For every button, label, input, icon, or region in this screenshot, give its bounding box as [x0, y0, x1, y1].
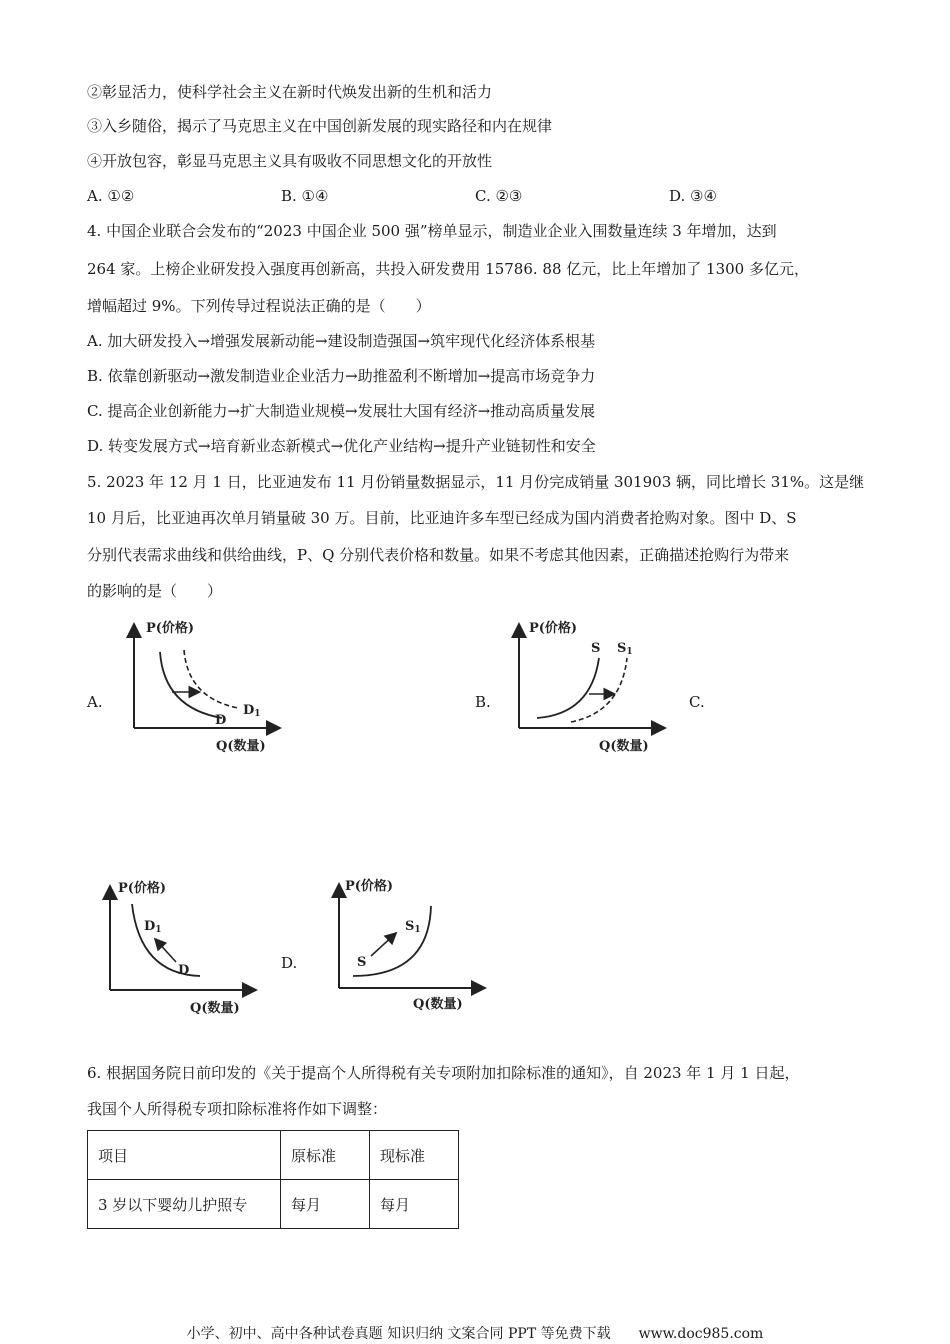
q3-item-2: ②彰显活力，使科学社会主义在新时代焕发出新的生机和活力	[87, 83, 493, 101]
graph-a-d1-label: D1	[243, 703, 261, 719]
q4-option-a: A. 加大研发投入→增强发展新动能→建设制造强国→筑牢现代化经济体系根基	[87, 332, 596, 350]
table-row	[88, 1180, 459, 1229]
graph-d-s-label: S	[357, 955, 367, 970]
graph-d-q-label: Q(数量)	[413, 997, 463, 1012]
q3-option-b: B. ①④	[281, 187, 329, 205]
graph-b-s-label: S	[591, 641, 601, 656]
q6-stem-line-2: 我国个人所得税专项扣除标准将作如下调整：	[87, 1100, 388, 1118]
q4-option-b: B. 依靠创新驱动→激发制造业企业活力→助推盈利不断增加→提高市场竞争力	[87, 367, 596, 385]
graph-c-p-label: P(价格)	[118, 881, 167, 896]
q3-option-a: A. ①②	[87, 187, 135, 205]
q5-stem-line-3: 分别代表需求曲线和供给曲线，P、Q 分别代表价格和数量。如果不考虑其他因素，正确描述抢购行为带来	[87, 546, 790, 564]
q5-stem-line-2: 10 月后，比亚迪再次单月销量破 30 万。目前，比亚迪许多车型已经成为国内消费者抢购对象。图中 D、S	[87, 509, 797, 527]
q5-label-c: C.	[689, 693, 705, 711]
q3-item-4: ④开放包容，彰显马克思主义具有吸收不同思想文化的开放性	[87, 152, 493, 170]
graph-b-supply-curve	[537, 658, 599, 718]
q4-stem-line-1: 4. 中国企业联合会发布的“2023 中国企业 500 强”榜单显示，制造业企业入围数量连续 3 年增加，达到	[87, 222, 777, 240]
table-header-cell: 原标准	[281, 1131, 370, 1180]
graph-b	[505, 616, 675, 758]
q4-stem-line-3: 增幅超过 9%。下列传导过程说法正确的是（ ）	[87, 297, 431, 315]
q5-label-a: A.	[87, 693, 103, 711]
graph-b-shifted-supply-curve	[571, 658, 627, 722]
graph-b-s1-label: S1	[617, 641, 633, 657]
page-footer: 小学、初中、高中各种试卷真题 知识归纳 文案合同 PPT 等免费下载 www.doc985.com	[186, 1326, 764, 1342]
graph-d	[325, 876, 495, 1018]
graph-c	[96, 876, 266, 1018]
table-cell: 每月	[281, 1180, 370, 1229]
graph-a	[120, 616, 290, 758]
graph-c-demand-curve	[132, 904, 200, 976]
graph-d-move-arrow	[371, 934, 395, 956]
q4-stem-line-2: 264 家。上榜企业研发投入强度再创新高，共投入研发费用 15786. 88 亿元，比上年增加了 1300 多亿元，	[87, 260, 809, 278]
graph-c-d1-label: D1	[144, 919, 162, 935]
graph-c-d-label: D	[178, 963, 190, 978]
q3-option-d: D. ③④	[669, 187, 717, 205]
q5-stem-line-1: 5. 2023 年 12 月 1 日，比亚迪发布 11 月份销量数据显示，11 月份完成销量 301903 辆，同比增长 31%。这是继	[87, 473, 865, 491]
table-header-cell: 项目	[88, 1131, 281, 1180]
graph-a-q-label: Q(数量)	[216, 739, 266, 754]
graph-a-shifted-demand-curve	[184, 650, 238, 708]
graph-b-q-label: Q(数量)	[599, 739, 649, 754]
q3-item-3: ③入乡随俗，揭示了马克思主义在中国创新发展的现实路径和内在规律	[87, 117, 553, 135]
graph-a-d-label: D	[215, 713, 227, 728]
q3-option-c: C. ②③	[475, 187, 523, 205]
graph-d-s1-label: S1	[405, 919, 421, 935]
q6-stem-line-1: 6. 根据国务院日前印发的《关于提高个人所得税有关专项附加扣除标准的通知》，自 2023 年 1 月 1 日起，	[87, 1064, 800, 1082]
q4-option-c: C. 提高企业创新能力→扩大制造业规模→发展壮大国有经济→推动高质量发展	[87, 402, 596, 420]
table-header-row	[88, 1131, 459, 1180]
graph-a-p-label: P(价格)	[146, 621, 195, 636]
graph-a-demand-curve	[160, 652, 222, 718]
graph-d-p-label: P(价格)	[345, 879, 394, 894]
table-header-cell: 现标准	[370, 1131, 459, 1180]
deduction-table	[87, 1130, 459, 1229]
q5-label-d: D.	[281, 954, 298, 972]
table-cell: 每月	[370, 1180, 459, 1229]
graph-c-move-arrow	[156, 940, 176, 962]
q4-option-d: D. 转变发展方式→培育新业态新模式→优化产业结构→提升产业链韧性和安全	[87, 437, 596, 455]
q5-label-b: B.	[475, 693, 491, 711]
graph-b-p-label: P(价格)	[529, 621, 578, 636]
q5-stem-line-4: 的影响的是（ ）	[87, 582, 223, 600]
table-cell: 3 岁以下婴幼儿护照专	[88, 1180, 281, 1229]
graph-c-q-label: Q(数量)	[190, 1001, 240, 1016]
